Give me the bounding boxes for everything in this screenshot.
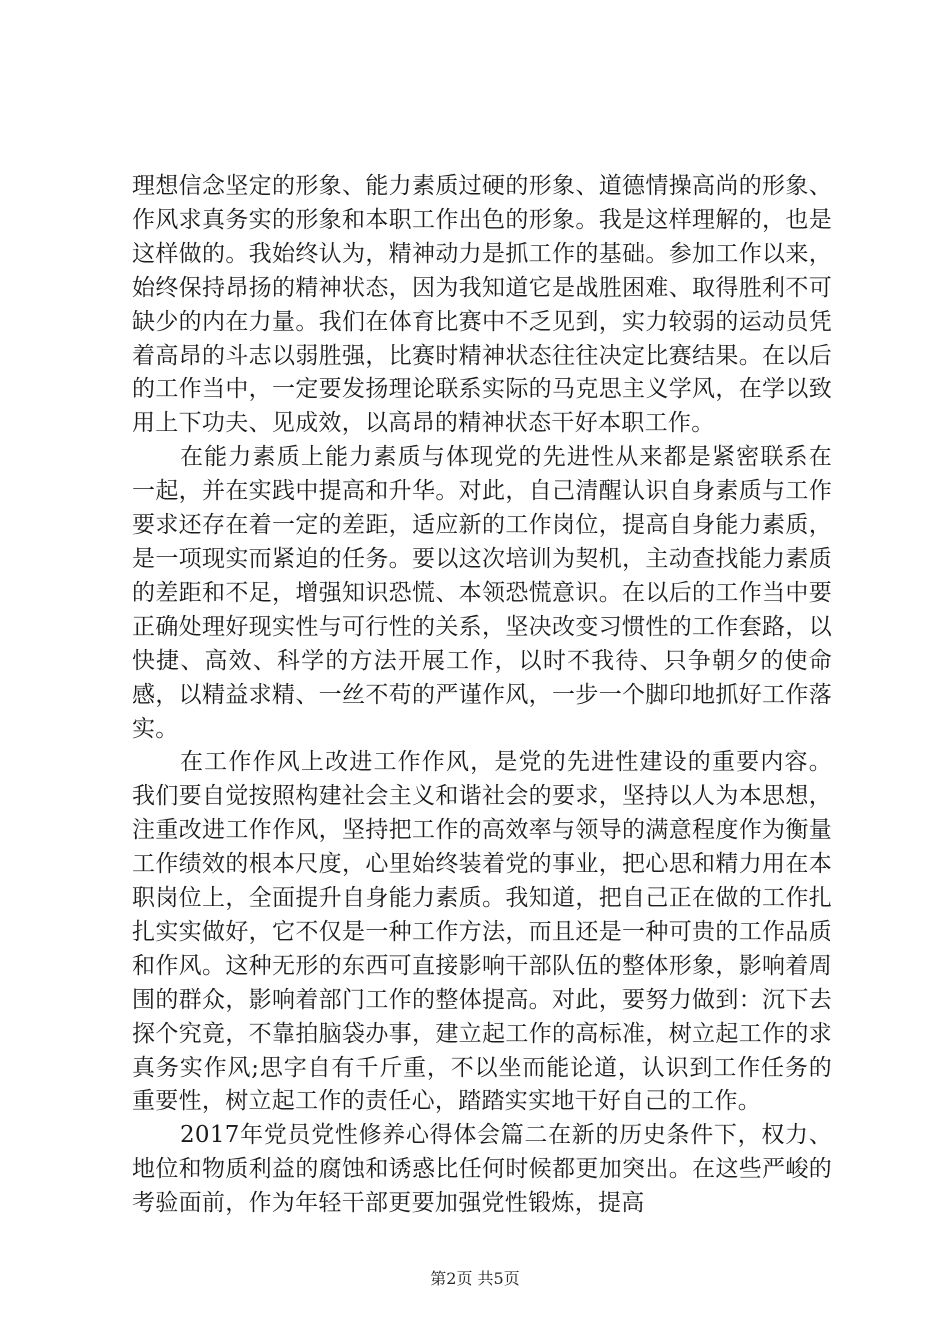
paragraph-1: 理想信念坚定的形象、能力素质过硬的形象、道德情操高尚的形象、作风求真务实的形象和本职工作出色的形象。我是这样理解的，也是这样做的。我始终认为，精神动力是抓工作的基础。参加工作以来，始终保持昂扬的精神状态，因为我知道它是战胜困难、取得胜利不可缺少的内在力量。我们在体育比赛中不乏见到，实力较弱的运动员凭着高昂的斗志以弱胜强，比赛时精神状态往往决定比赛结果。在以后的工作当中，一定要发扬理论联系实际的马克思主义学风，在学以致用上下功夫、见成效，以高昂的精神状态干好本职工作。: [132, 173, 832, 437]
paragraph-4: 2017年党员党性修养心得体会篇二在新的历史条件下，权力、地位和物质利益的腐蚀和诱惑比任何时候都更加突出。在这些严峻的考验面前，作为年轻干部更要加强党性锻炼，提高: [132, 1122, 832, 1217]
paragraph-3: 在工作作风上改进工作作风，是党的先进性建设的重要内容。我们要自觉按照构建社会主义和谐社会的要求，坚持以人为本思想，注重改进工作作风，坚持把工作的高效率与领导的满意程度作为衡量工作绩效的根本尺度，心里始终装着党的事业，把心思和精力用在本职岗位上，全面提升自身能力素质。我知道，把自己正在做的工作扎扎实实做好，它不仅是一种工作方法，而且还是一种可贵的工作品质和作风。这种无形的东西可直接影响干部队伍的整体形象，影响着周围的群众，影响着部门工作的整体提高。对此，要努力做到：沉下去探个究竟，不靠拍脑袋办事，建立起工作的高标准，树立起工作的求真务实作风;思字自有千斤重，不以坐而能论道，认识到工作任务的重要性，树立起工作的责任心，踏踏实实地干好自己的工作。: [132, 749, 832, 1115]
paragraph-2: 在能力素质上能力素质与体现党的先进性从来都是紧密联系在一起，并在实践中提高和升华。对此，自己清醒认识自身素质与工作要求还存在着一定的差距，适应新的工作岗位，提高自身能力素质，是一项现实而紧迫的任务。要以这次培训为契机，主动查找能力素质的差距和不足，增强知识恐慌、本领恐慌意识。在以后的工作当中要正确处理好现实性与可行性的关系，坚决改变习惯性的工作套路，以快捷、高效、科学的方法开展工作，以时不我待、只争朝夕的使命感，以精益求精、一丝不苟的严谨作风，一步一个脚印地抓好工作落实。: [132, 444, 832, 742]
page-number-footer: 第2页 共5页: [430, 1269, 520, 1288]
document-body: [132, 170, 832, 1221]
